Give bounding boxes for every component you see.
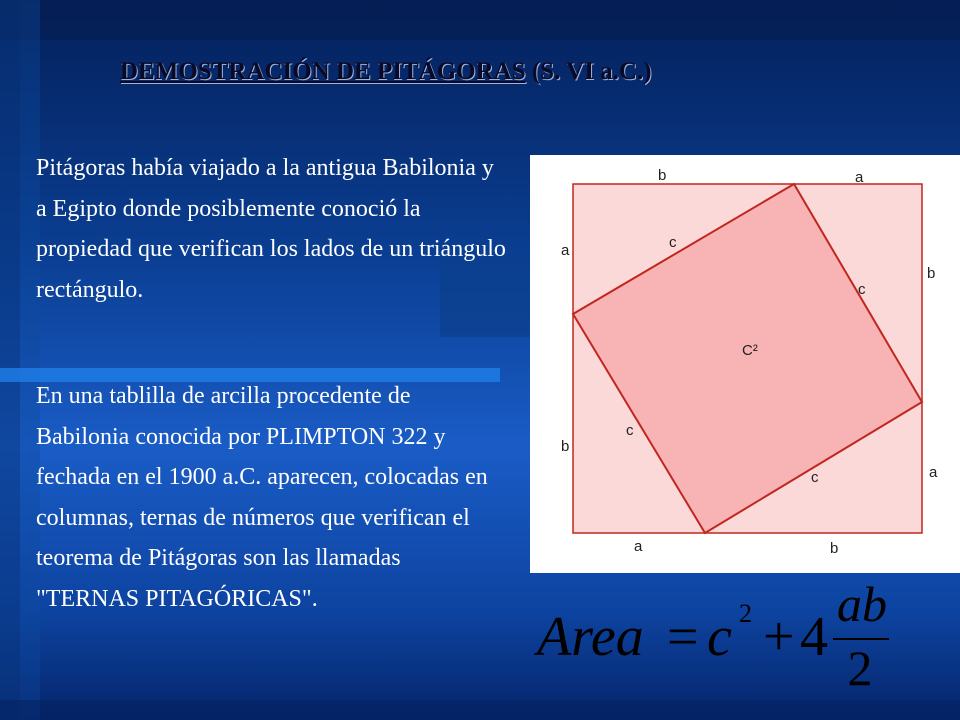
label-right-b: b bbox=[927, 265, 936, 282]
formula-four: 4 bbox=[800, 606, 828, 668]
pythagoras-square-figure bbox=[530, 155, 960, 573]
label-top-b: b bbox=[658, 167, 667, 184]
label-right-a: a bbox=[929, 464, 938, 481]
slide-title-main: DEMOSTRACIÓN DE PITÁGORAS bbox=[120, 58, 526, 85]
label-left-b: b bbox=[561, 438, 570, 455]
label-c-squared: C² bbox=[742, 342, 758, 359]
area-formula bbox=[535, 576, 955, 715]
formula-numerator: ab bbox=[837, 576, 887, 632]
label-bottom-a: a bbox=[634, 538, 643, 555]
label-c-top: c bbox=[669, 234, 677, 251]
label-top-a: a bbox=[855, 169, 864, 186]
figure-svg bbox=[530, 155, 960, 573]
label-left-a: a bbox=[561, 242, 570, 259]
label-c-bottom: c bbox=[811, 469, 819, 486]
formula-c: c bbox=[707, 606, 732, 668]
formula-plus: + bbox=[763, 606, 795, 668]
paragraph-plimpton: En una tablilla de arcilla procedente de Babilonia conocida por PLIMPTON 322 y fechada en el 1900 a.C. aparecen, colocadas en columnas, ternas de números que verifican el teorema de Pitágoras son las llamadas "TERNAS PITAGÓRICAS". bbox=[36, 383, 488, 612]
decorative-band-left bbox=[0, 0, 20, 720]
paragraph-intro: Pitágoras había viajado a la antigua Babilonia y a Egipto donde posiblemente conoció la propiedad que verifican los lados de un triángulo rectángulo. bbox=[36, 155, 506, 303]
slide-title bbox=[120, 58, 840, 86]
label-c-left: c bbox=[626, 422, 634, 439]
label-bottom-b: b bbox=[830, 540, 839, 557]
formula-denominator: 2 bbox=[847, 640, 873, 696]
formula-exponent: 2 bbox=[739, 599, 752, 628]
formula-area: Area bbox=[537, 606, 644, 668]
formula-equals: = bbox=[667, 606, 699, 668]
decorative-band-top bbox=[0, 0, 960, 40]
slide-title-date: (S. VI a.C.) bbox=[525, 58, 652, 85]
label-c-right: c bbox=[858, 281, 866, 298]
